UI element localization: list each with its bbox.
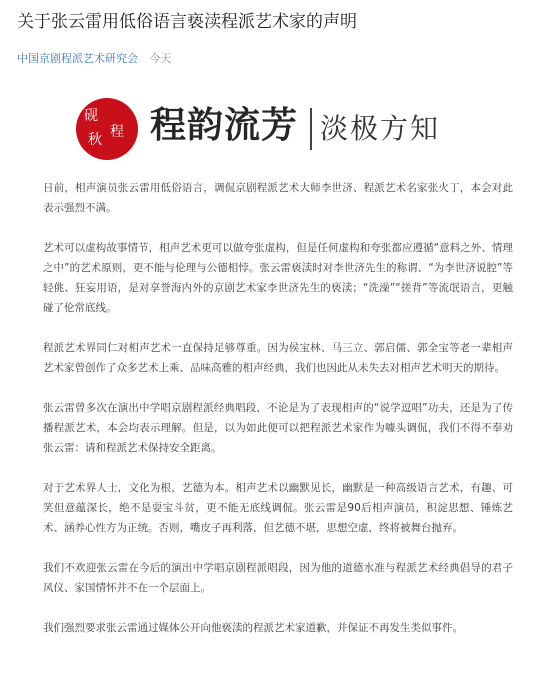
article-body [43,178,513,658]
article-date: 今天 [149,52,172,65]
banner-brand-text: 程韵流芳 [150,104,299,146]
article-paragraph: 程派艺术界同仁对相声艺术一直保持足够尊重。因为侯宝林、马三立、郭启儒、郭全宝等老一辈相声艺术家曾创作了众多艺术上乘、品味高雅的相声经典，我们也因此从未失去对相声艺术明天的期待。 [43,342,513,374]
seal-char-2: 秋 [88,132,102,148]
article-paragraph: 张云雷曾多次在演出中学唱京剧程派经典唱段，不论是为了表现相声的“说学逗唱”功夫，还是为了传播程派艺术，本会均表示理解。但是，以为如此便可以把程派艺术家作为噱头调侃，我们不得不奉劝张云雷：请和程派艺术保持安全距离。 [43,402,513,454]
article-source-link[interactable]: 中国京剧程派艺术研究会 [17,52,138,65]
banner-slogan-text: 淡极方知 [320,112,441,145]
banner-divider [310,108,312,150]
article-paragraph: 对于艺术界人士，文化为根，艺德为本。相声艺术以幽默见长，幽默是一种高级语言艺术，有趣、可笑但意蕴深长，绝不是耍宝斗贫，更不能无底线调侃。张云雷是90后相声演员，积淀思想、锤炼艺术、涵养心性方为正统。否则，嘴皮子再利落，但艺德不堪，思想空虚，终将被舞台抛弃。 [43,482,513,534]
article-paragraph: 艺术可以虚构故事情节，相声艺术更可以做夸张虚构，但是任何虚构和夸张都应遵循“意料之外、情理之中”的艺术原则，更不能与伦理与公德相悖。张云雷亵渎时对李世济先生的称谓、“为李世济说腔”等轻佻、狂妄用语，是对享誉海内外的京剧艺术家李世济先生的亵渎；“洗澡”“搓背”等流氓语言，更触碰了伦常底线。 [43,242,513,314]
article-paragraph: 日前，相声演员张云雷用低俗语言，调侃京剧程派艺术大师李世济、程派艺术名家张火丁，本会对此表示强烈不满。 [43,182,513,214]
article-meta [17,50,172,66]
article-title: 关于张云雷用低俗语言亵渎程派艺术家的声明 [17,12,357,32]
red-seal-logo [76,98,138,160]
header-banner-image [70,90,490,170]
article-paragraph: 我们不欢迎张云雷在今后的演出中学唱京剧程派唱段，因为他的道德水准与程派艺术经典倡导的君子风仪、家国情怀并不在一个层面上。 [43,562,513,594]
seal-char-1: 砚 [84,108,98,124]
article-paragraph: 我们强烈要求张云雷通过媒体公开向他亵渎的程派艺术家道歉，并保证不再发生类似事件。 [43,622,463,634]
seal-char-3: 程 [110,124,124,140]
